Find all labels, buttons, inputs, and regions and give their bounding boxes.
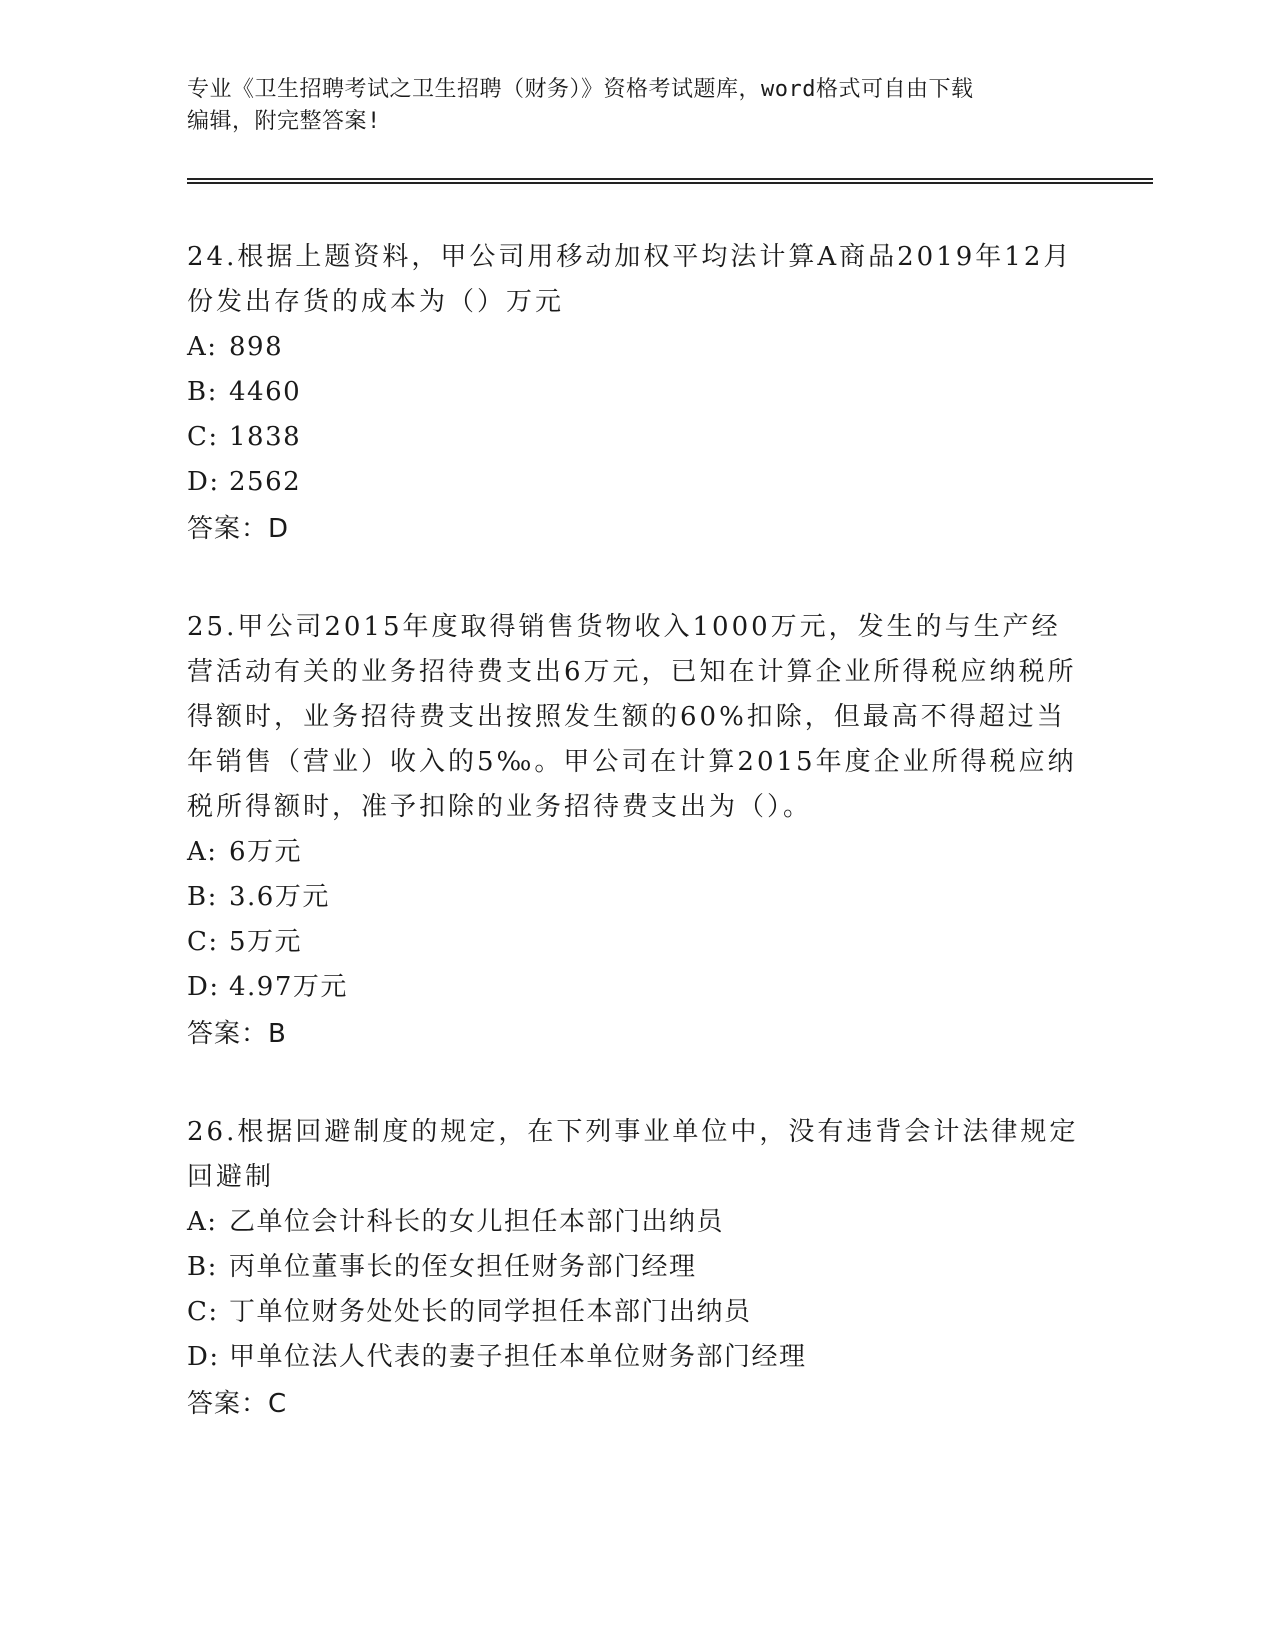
answer-line: 答案：C [187, 1389, 288, 1419]
question-text: 24.根据上题资料，甲公司用移动加权平均法计算A商品2019年12月份发出存货的成本为（）万元 [187, 242, 1073, 317]
option-c [187, 415, 1087, 460]
question-text: 26.根据回避制度的规定，在下列事业单位中，没有违背会计法律规定回避制 [187, 1117, 1079, 1192]
question-26 [187, 1110, 1087, 1428]
option-a [187, 830, 1087, 875]
question-text: 25.甲公司2015年度取得销售货物收入1000万元，发生的与生产经营活动有关的业务招待费支出6万元，已知在计算企业所得税应纳税所得额时，业务招待费支出按照发生额的60%扣除，但最高不得超过当年销售（营业）收入的5‰。甲公司在计算2015年度企业所得税应纳税所得额时，准予扣除的业务招待费支出为（）。 [187, 612, 1077, 822]
header-line-1: 专业《卫生招聘考试之卫生招聘（财务）》资格考试题库，word格式可自由下载 [187, 77, 974, 102]
option-letter: D: [187, 467, 220, 497]
option-letter: A: [187, 332, 218, 362]
header-line-2: 编辑，附完整答案! [187, 109, 381, 134]
question-25 [187, 605, 1087, 1058]
option-text: 丙单位董事长的侄女担任财务部门经理 [229, 1252, 697, 1282]
option-b [187, 1245, 1087, 1290]
option-letter: A: [187, 1207, 218, 1237]
option-text: 3.6万元 [229, 882, 330, 912]
option-a [187, 325, 1087, 370]
option-letter: A: [187, 837, 218, 867]
option-text: 甲单位法人代表的妻子担任本单位财务部门经理 [229, 1342, 807, 1372]
option-letter: B: [187, 882, 218, 912]
answer-line: 答案：B [187, 1019, 287, 1049]
option-letter: D: [187, 1342, 220, 1372]
option-letter: D: [187, 972, 220, 1002]
option-letter: C: [187, 1297, 219, 1327]
question-24 [187, 235, 1087, 553]
option-d [187, 1335, 1087, 1380]
option-letter: C: [187, 422, 219, 452]
header-double-rule [187, 178, 1153, 184]
option-b [187, 875, 1087, 920]
option-b [187, 370, 1087, 415]
option-letter: B: [187, 377, 218, 407]
option-a [187, 1200, 1087, 1245]
option-text: 1838 [229, 422, 302, 452]
option-text: 2562 [229, 467, 302, 497]
option-letter: B: [187, 1252, 218, 1282]
option-text: 898 [229, 332, 284, 362]
question-list [187, 235, 1087, 1480]
option-text: 丁单位财务处处长的同学担任本部门出纳员 [229, 1297, 752, 1327]
option-text: 乙单位会计科长的女儿担任本部门出纳员 [229, 1207, 725, 1237]
option-text: 4460 [229, 377, 302, 407]
option-c [187, 1290, 1087, 1335]
document-header [187, 74, 1087, 138]
option-d [187, 965, 1087, 1010]
option-d [187, 460, 1087, 505]
option-c [187, 920, 1087, 965]
option-text: 5万元 [229, 927, 303, 957]
option-text: 6万元 [229, 837, 303, 867]
answer-line: 答案：D [187, 514, 290, 544]
option-text: 4.97万元 [229, 972, 348, 1002]
option-letter: C: [187, 927, 219, 957]
